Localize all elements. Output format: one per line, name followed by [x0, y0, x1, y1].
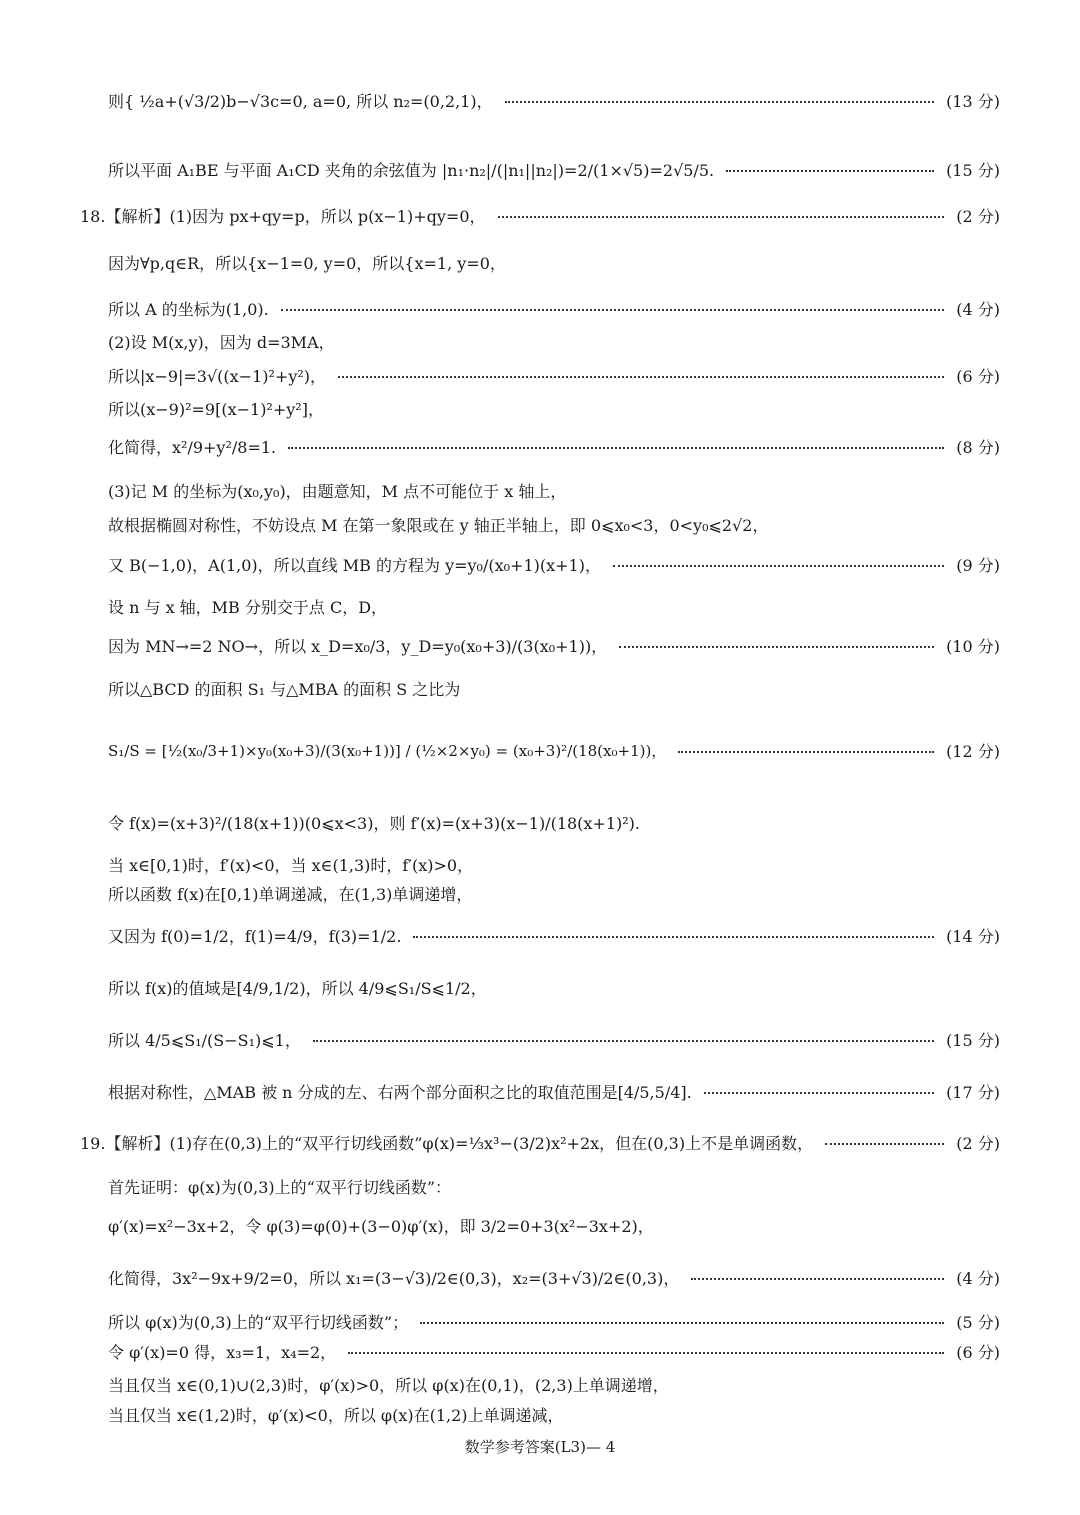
leader-dots: [281, 309, 944, 311]
leader-dots: [338, 376, 944, 378]
leader-dots: [678, 751, 934, 753]
line-text: 又 B(−1,0)，A(1,0)，所以直线 MB 的方程为 y=y₀/(x₀+1)(x+1)，: [108, 555, 601, 575]
line-1: [108, 78, 1000, 122]
score-label: (4 分): [956, 1268, 1000, 1288]
line-text: 化简得，x²/9+y²/8=1.: [108, 437, 277, 457]
line-text: 19.【解析】(1)存在(0,3)上的“双平行切线函数”φ(x)=⅓x³−(3/2)x²+2x，但在(0,3)上不是单调函数，: [80, 1133, 814, 1153]
leader-dots: [704, 1092, 934, 1094]
score-label: (12 分): [946, 741, 1000, 761]
line-text: 所以 4/5⩽S₁/(S−S₁)⩽1，: [108, 1030, 301, 1050]
line-text: 根据对称性，△MAB 被 n 分成的左、右两个部分面积之比的取值范围是[4/5,5/4].: [108, 1082, 692, 1102]
line-text: 18.【解析】(1)因为 px+qy=p，所以 p(x−1)+qy=0，: [80, 206, 486, 226]
line-11: [108, 512, 1000, 536]
line-text: 令 φ′(x)=0 得，x₃=1，x₄=2，: [108, 1342, 337, 1362]
line-26: [108, 1208, 1000, 1242]
line-9: [108, 430, 1000, 462]
score-label: (13 分): [946, 91, 1000, 111]
score-label: (10 分): [946, 636, 1000, 656]
score-label: (14 分): [946, 926, 1000, 946]
line-30: [108, 1372, 1000, 1396]
line-text: 设 n 与 x 轴，MB 分别交于点 C，D，: [108, 597, 388, 617]
line-text: 所以 φ(x)为(0,3)上的“双平行切线函数”；: [108, 1312, 409, 1332]
line-14: [108, 628, 1000, 662]
line-13: [108, 594, 1000, 618]
line-12: [108, 548, 1000, 580]
score-label: (9 分): [956, 555, 1000, 575]
line-18: [108, 852, 1000, 876]
line-4: [108, 240, 1000, 284]
line-17: [108, 805, 1000, 839]
line-22: [108, 1022, 1000, 1056]
line-24: [80, 1126, 1000, 1158]
line-7: [108, 362, 1000, 388]
line-21: [108, 970, 1000, 1004]
score-label: (8 分): [956, 437, 1000, 457]
line-text: 首先证明：φ(x)为(0,3)上的“双平行切线函数”：: [108, 1177, 452, 1197]
line-text: 故根据椭圆对称性，不妨设点 M 在第一象限或在 y 轴正半轴上，即 0⩽x₀<3，0<y₀⩽2√2，: [108, 515, 769, 535]
line-29: [108, 1339, 1000, 1363]
leader-dots: [619, 646, 934, 648]
line-19: [108, 881, 1000, 905]
score-label: (15 分): [946, 1030, 1000, 1050]
line-text: 所以|x−9|=3√((x−1)²+y²)，: [108, 366, 327, 386]
score-label: (15 分): [946, 160, 1000, 180]
line-25: [108, 1174, 1000, 1198]
line-text: (2)设 M(x,y)，因为 d=3MA，: [108, 332, 335, 352]
page-footer: 数学参考答案(L3)— 4: [464, 1438, 616, 1456]
leader-dots: [726, 170, 934, 172]
score-label: (2 分): [956, 206, 1000, 226]
leader-dots: [413, 936, 934, 938]
leader-dots: [288, 447, 944, 449]
score-label: (6 分): [956, 1342, 1000, 1362]
line-27: [108, 1258, 1000, 1296]
line-text: 当且仅当 x∈(1,2)时，φ′(x)<0，所以 φ(x)在(1,2)上单调递减，: [108, 1405, 564, 1425]
score-label: (6 分): [956, 366, 1000, 386]
line-5: [108, 296, 1000, 320]
score-label: (2 分): [956, 1133, 1000, 1153]
leader-dots: [498, 216, 945, 218]
line-text: 所以 f(x)的值域是[4/9,1/2)，所以 4/9⩽S₁/S⩽1/2，: [108, 978, 487, 998]
line-text: 所以△BCD 的面积 S₁ 与△MBA 的面积 S 之比为: [108, 679, 461, 699]
line-16: [108, 712, 1000, 788]
score-label: (17 分): [946, 1082, 1000, 1102]
line-text: 当 x∈[0,1)时，f′(x)<0，当 x∈(1,3)时，f′(x)>0，: [108, 855, 474, 875]
score-label: (5 分): [956, 1312, 1000, 1332]
leader-dots: [420, 1322, 944, 1324]
leader-dots: [505, 101, 934, 103]
line-text: 又因为 f(0)=1/2，f(1)=4/9，f(3)=1/2.: [108, 926, 402, 946]
line-text: 所以 A 的坐标为(1,0).: [108, 299, 269, 319]
line-8: [108, 396, 1000, 420]
line-text: 当且仅当 x∈(0,1)∪(2,3)时，φ′(x)>0，所以 φ(x)在(0,1)，(2,3)上单调递增，: [108, 1375, 669, 1395]
line-text: 所以(x−9)²=9[(x−1)²+y²]，: [108, 399, 324, 419]
line-31: [108, 1402, 1000, 1426]
line-text: 所以平面 A₁BE 与平面 A₁CD 夹角的余弦值为 |n₁·n₂|/(|n₁||n₂|)=2/(1×√5)=2√5/5.: [108, 160, 715, 180]
line-text: φ′(x)=x²−3x+2，令 φ(3)=φ(0)+(3−0)φ′(x)，即 3/2=0+3(x²−3x+2)，: [108, 1216, 654, 1236]
line-3: [80, 203, 1000, 227]
line-text: 化简得，3x²−9x+9/2=0，所以 x₁=(3−√3)/2∈(0,3)，x₂=(3+√3)/2∈(0,3)，: [108, 1268, 680, 1288]
line-2: [108, 156, 1000, 182]
line-10: [108, 478, 1000, 502]
line-28: [108, 1309, 1000, 1333]
leader-dots: [825, 1143, 944, 1145]
line-text: 因为 MN→=2 NO→，所以 x_D=x₀/3，y_D=y₀(x₀+3)/(3(x₀+1))，: [108, 636, 608, 656]
leader-dots: [348, 1352, 944, 1354]
line-text: (3)记 M 的坐标为(x₀,y₀)，由题意知，M 点不可能位于 x 轴上，: [108, 481, 567, 501]
score-label: (4 分): [956, 299, 1000, 319]
leader-dots: [613, 565, 944, 567]
line-20: [108, 918, 1000, 952]
line-text: S₁/S = [½(x₀/3+1)×y₀(x₀+3)/(3(x₀+1))] / (½×2×y₀) = (x₀+3)²/(18(x₀+1))，: [108, 741, 667, 760]
line-6: [108, 329, 1000, 353]
leader-dots: [691, 1278, 944, 1280]
line-text: 则{ ½a+(√3/2)b−√3c=0, a=0, 所以 n₂=(0,2,1)，: [108, 91, 493, 111]
line-23: [108, 1072, 1000, 1110]
line-text: 因为∀p,q∈R，所以{x−1=0, y=0，所以{x=1, y=0，: [108, 253, 506, 273]
line-text: 令 f(x)=(x+3)²/(18(x+1))(0⩽x<3)，则 f′(x)=(x+3)(x−1)/(18(x+1)²).: [108, 813, 641, 833]
leader-dots: [313, 1040, 934, 1042]
line-text: 所以函数 f(x)在[0,1)单调递减，在(1,3)单调递增，: [108, 884, 473, 904]
line-15: [108, 676, 1000, 700]
